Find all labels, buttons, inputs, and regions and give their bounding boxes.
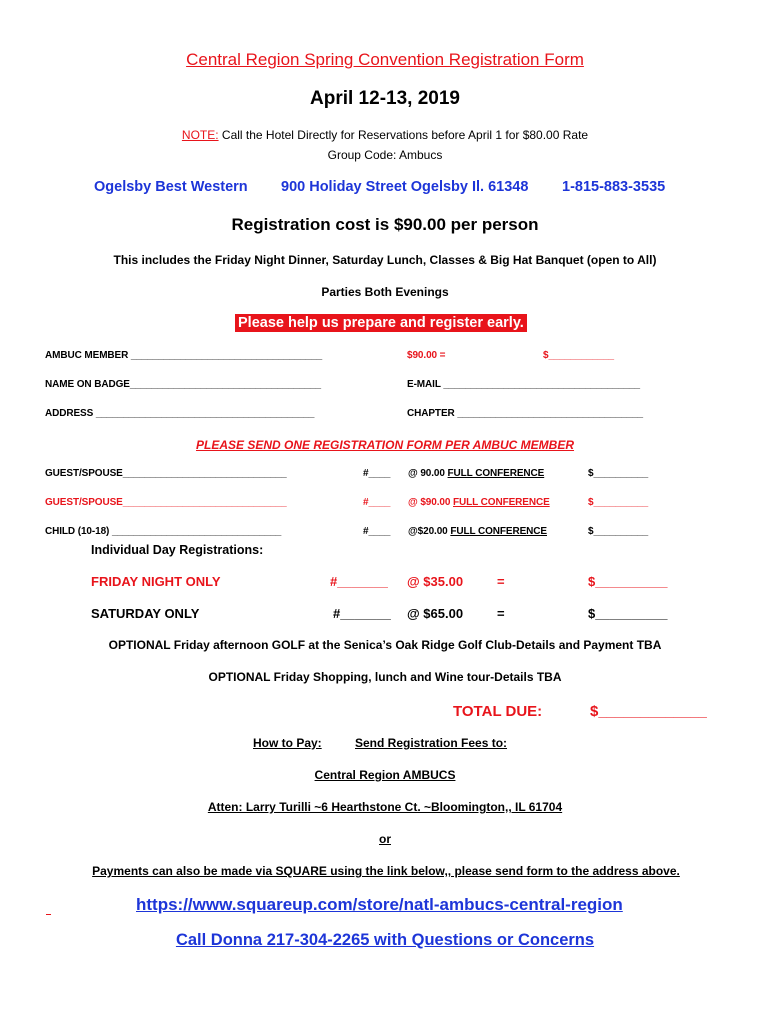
child-count[interactable]: #____ xyxy=(363,526,391,537)
friday-total[interactable]: $__________ xyxy=(588,574,668,589)
includes-text: This includes the Friday Night Dinner, Saturday Lunch, Classes & Big Hat Banquet (open to All) xyxy=(113,253,657,267)
name-on-badge-field[interactable]: NAME ON BADGE___________________________________ xyxy=(45,379,321,390)
note-text: Call the Hotel Directly for Reservations before April 1 for $80.00 Rate xyxy=(218,128,589,142)
friday-count[interactable]: #_______ xyxy=(330,574,388,589)
saturday-price: @ $65.00 xyxy=(407,606,464,621)
saturday-equals: = xyxy=(497,606,505,621)
ambuc-member-price: $90.00 = xyxy=(407,350,446,361)
email-field[interactable]: E-MAIL ____________________________________ xyxy=(407,379,640,390)
chapter-field[interactable]: CHAPTER __________________________________ xyxy=(407,408,644,419)
group-code: Group Code: Ambucs xyxy=(327,148,443,162)
guest-spouse-field[interactable]: GUEST/SPOUSE______________________________ xyxy=(45,468,287,479)
guest-price-prefix: @ 90.00 xyxy=(408,468,448,479)
optional-shopping: OPTIONAL Friday Shopping, lunch and Wine tour-Details TBA xyxy=(208,670,562,684)
guest-price xyxy=(408,468,544,479)
hotel-phone: 1-815-883-3535 xyxy=(562,179,666,195)
hotel-name: Ogelsby Best Western xyxy=(94,179,248,195)
hotel-address: 900 Holiday Street Ogelsby Il. 61348 xyxy=(281,179,529,195)
guest-count[interactable]: #____ xyxy=(363,468,391,479)
square-store-link[interactable]: https://www.squareup.com/store/natl-ambucs-central-region xyxy=(136,895,623,914)
friday-equals: = xyxy=(497,574,505,589)
registration-cost: Registration cost is $90.00 per person xyxy=(231,215,539,234)
child-field[interactable]: CHILD (10-18) _______________________________ xyxy=(45,526,282,537)
how-to-pay: How to Pay: xyxy=(253,736,322,750)
parties-text: Parties Both Evenings xyxy=(321,285,449,299)
address-field[interactable]: ADDRESS ________________________________________ xyxy=(45,408,315,419)
child-price xyxy=(408,526,547,537)
saturday-total[interactable]: $__________ xyxy=(588,606,668,621)
child-price-prefix: @$20.00 xyxy=(408,526,451,537)
guest-price-2 xyxy=(408,497,550,508)
saturday-label: SATURDAY ONLY xyxy=(91,606,200,621)
mailing-address: Atten: Larry Turilli ~6 Hearthstone Ct. ~Bloomington,, IL 61704 xyxy=(207,800,563,814)
register-early-banner: Please help us prepare and register early. xyxy=(235,314,527,332)
guest-count-2[interactable]: #____ xyxy=(363,497,391,508)
hotel-note xyxy=(0,128,770,142)
square-payment-note: Payments can also be made via SQUARE using the link below,, please send form to the address above. xyxy=(92,864,680,878)
contact-line: Call Donna 217-304-2265 with Questions or Concerns xyxy=(175,931,595,949)
send-fees-to: Send Registration Fees to: xyxy=(355,736,508,750)
guest-price-label-2: FULL CONFERENCE xyxy=(453,497,550,508)
friday-night-label: FRIDAY NIGHT ONLY xyxy=(91,574,221,589)
guest-total[interactable]: $__________ xyxy=(588,468,649,479)
total-due-label: TOTAL DUE: xyxy=(453,703,543,720)
friday-price: @ $35.00 xyxy=(407,574,464,589)
guest-spouse-field-2[interactable]: GUEST/SPOUSE______________________________ xyxy=(45,497,287,508)
child-price-label: FULL CONFERENCE xyxy=(450,526,547,537)
individual-day-heading: Individual Day Registrations: xyxy=(91,543,264,557)
total-due-value[interactable]: $_____________ xyxy=(590,703,707,720)
or-separator: or xyxy=(379,832,391,846)
note-prefix: NOTE: xyxy=(181,128,219,142)
ambuc-member-total[interactable]: $____________ xyxy=(543,350,614,361)
guest-total-2[interactable]: $__________ xyxy=(588,497,649,508)
event-date: April 12-13, 2019 xyxy=(310,88,460,109)
guest-price-prefix-2: @ $90.00 xyxy=(408,497,453,508)
saturday-count[interactable]: #_______ xyxy=(333,606,391,621)
optional-golf: OPTIONAL Friday afternoon GOLF at the Senica’s Oak Ridge Golf Club-Details and Payment TBA xyxy=(108,638,662,652)
send-one-form-notice: PLEASE SEND ONE REGISTRATION FORM PER AMBUC MEMBER xyxy=(195,438,575,452)
guest-price-label: FULL CONFERENCE xyxy=(447,468,545,479)
form-title: Central Region Spring Convention Registration Form xyxy=(186,50,584,69)
child-total[interactable]: $__________ xyxy=(588,526,649,537)
link-marker xyxy=(46,905,51,915)
ambuc-member-field[interactable]: AMBUC MEMBER ___________________________________ xyxy=(45,350,323,361)
payee-name: Central Region AMBUCS xyxy=(314,768,456,782)
